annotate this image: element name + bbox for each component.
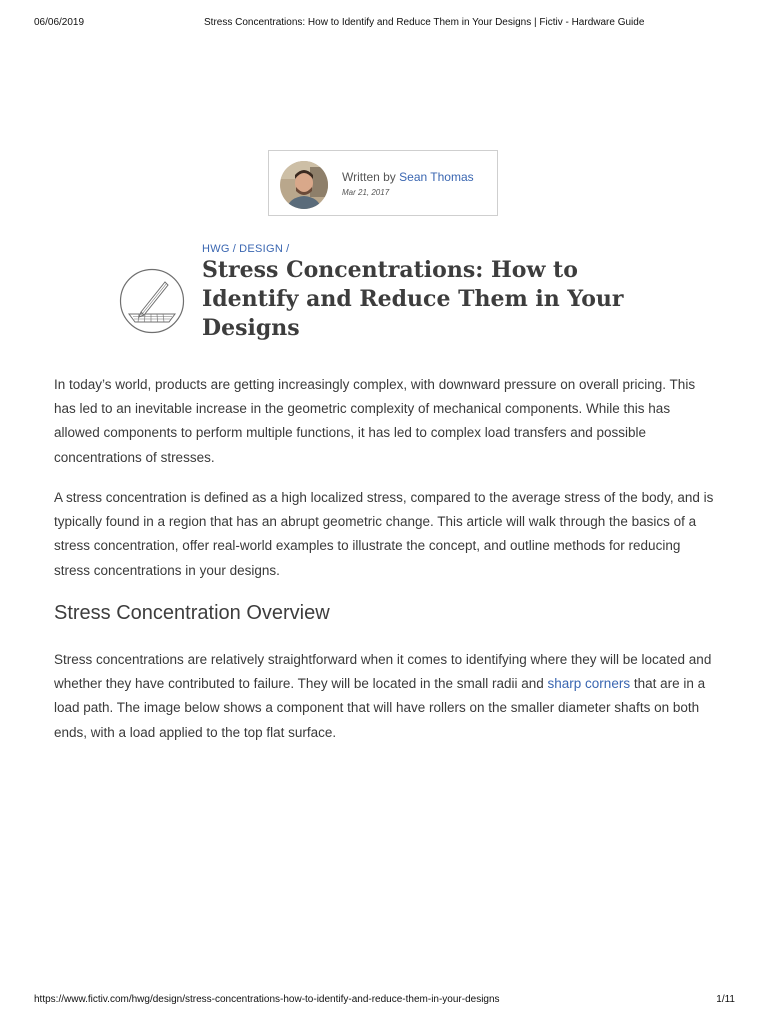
written-by-line bbox=[342, 170, 474, 184]
print-url: https://www.fictiv.com/hwg/design/stress-concentrations-how-to-identify-and-reduce-them-in-your-designs bbox=[34, 994, 500, 1005]
print-doc-title: Stress Concentrations: How to Identify and Reduce Them in Your Designs | Fictiv - Hardware Guide bbox=[204, 17, 645, 28]
paragraph-overview-text-start: Stress concentrations are relatively straightforward when it comes to identifying where they will be located and whether they have contributed to failure. They will be located in the small radii and bbox=[54, 652, 712, 692]
avatar bbox=[280, 161, 328, 209]
print-date: 06/06/2019 bbox=[34, 17, 85, 28]
article-title: Stress Concentrations: How to Identify and Reduce Them in Your Designs bbox=[202, 257, 624, 341]
breadcrumb bbox=[202, 243, 293, 255]
author-card bbox=[268, 150, 498, 216]
page-number: 1/11 bbox=[716, 994, 735, 1005]
paragraph-overview-text-end: that are in a load path. The image below shows a component that will have rollers on the smaller diameter shafts on both ends, with a load applied to the top flat surface. bbox=[54, 676, 706, 740]
author-name-link[interactable]: Sean Thomas bbox=[399, 170, 474, 184]
breadcrumb-design[interactable]: DESIGN bbox=[239, 243, 284, 255]
section-heading-overview: Stress Concentration Overview bbox=[54, 602, 330, 624]
paragraph-overview bbox=[54, 648, 714, 745]
publish-date: Mar 21, 2017 bbox=[342, 188, 390, 197]
author-info bbox=[342, 170, 474, 197]
written-by-label: Written by bbox=[342, 170, 396, 184]
paragraph-definition: A stress concentration is defined as a high localized stress, compared to the average stress of the body, and is typically found in a region that has an abrupt geometric change. This article will walk through the basics of a stress concentration, offer real-world examples to illustrate the concept, and outline methods for reducing stress concentrations in your designs. bbox=[54, 490, 714, 578]
sharp-corners-link[interactable]: sharp corners bbox=[547, 676, 631, 692]
breadcrumb-separator: / bbox=[286, 243, 290, 255]
paragraph-intro: In today’s world, products are getting increasingly complex, with downward pressure on overall pricing. This has led to an inevitable increase in the geometric complexity of mechanical components. While this has allowed components to perform multiple functions, it has led to complex load transfers and possible concentrations of stresses. bbox=[54, 377, 696, 465]
breadcrumb-hwg[interactable]: HWG bbox=[202, 243, 230, 255]
print-header bbox=[0, 15, 768, 31]
design-category-icon bbox=[119, 268, 185, 334]
breadcrumb-separator: / bbox=[232, 243, 237, 255]
